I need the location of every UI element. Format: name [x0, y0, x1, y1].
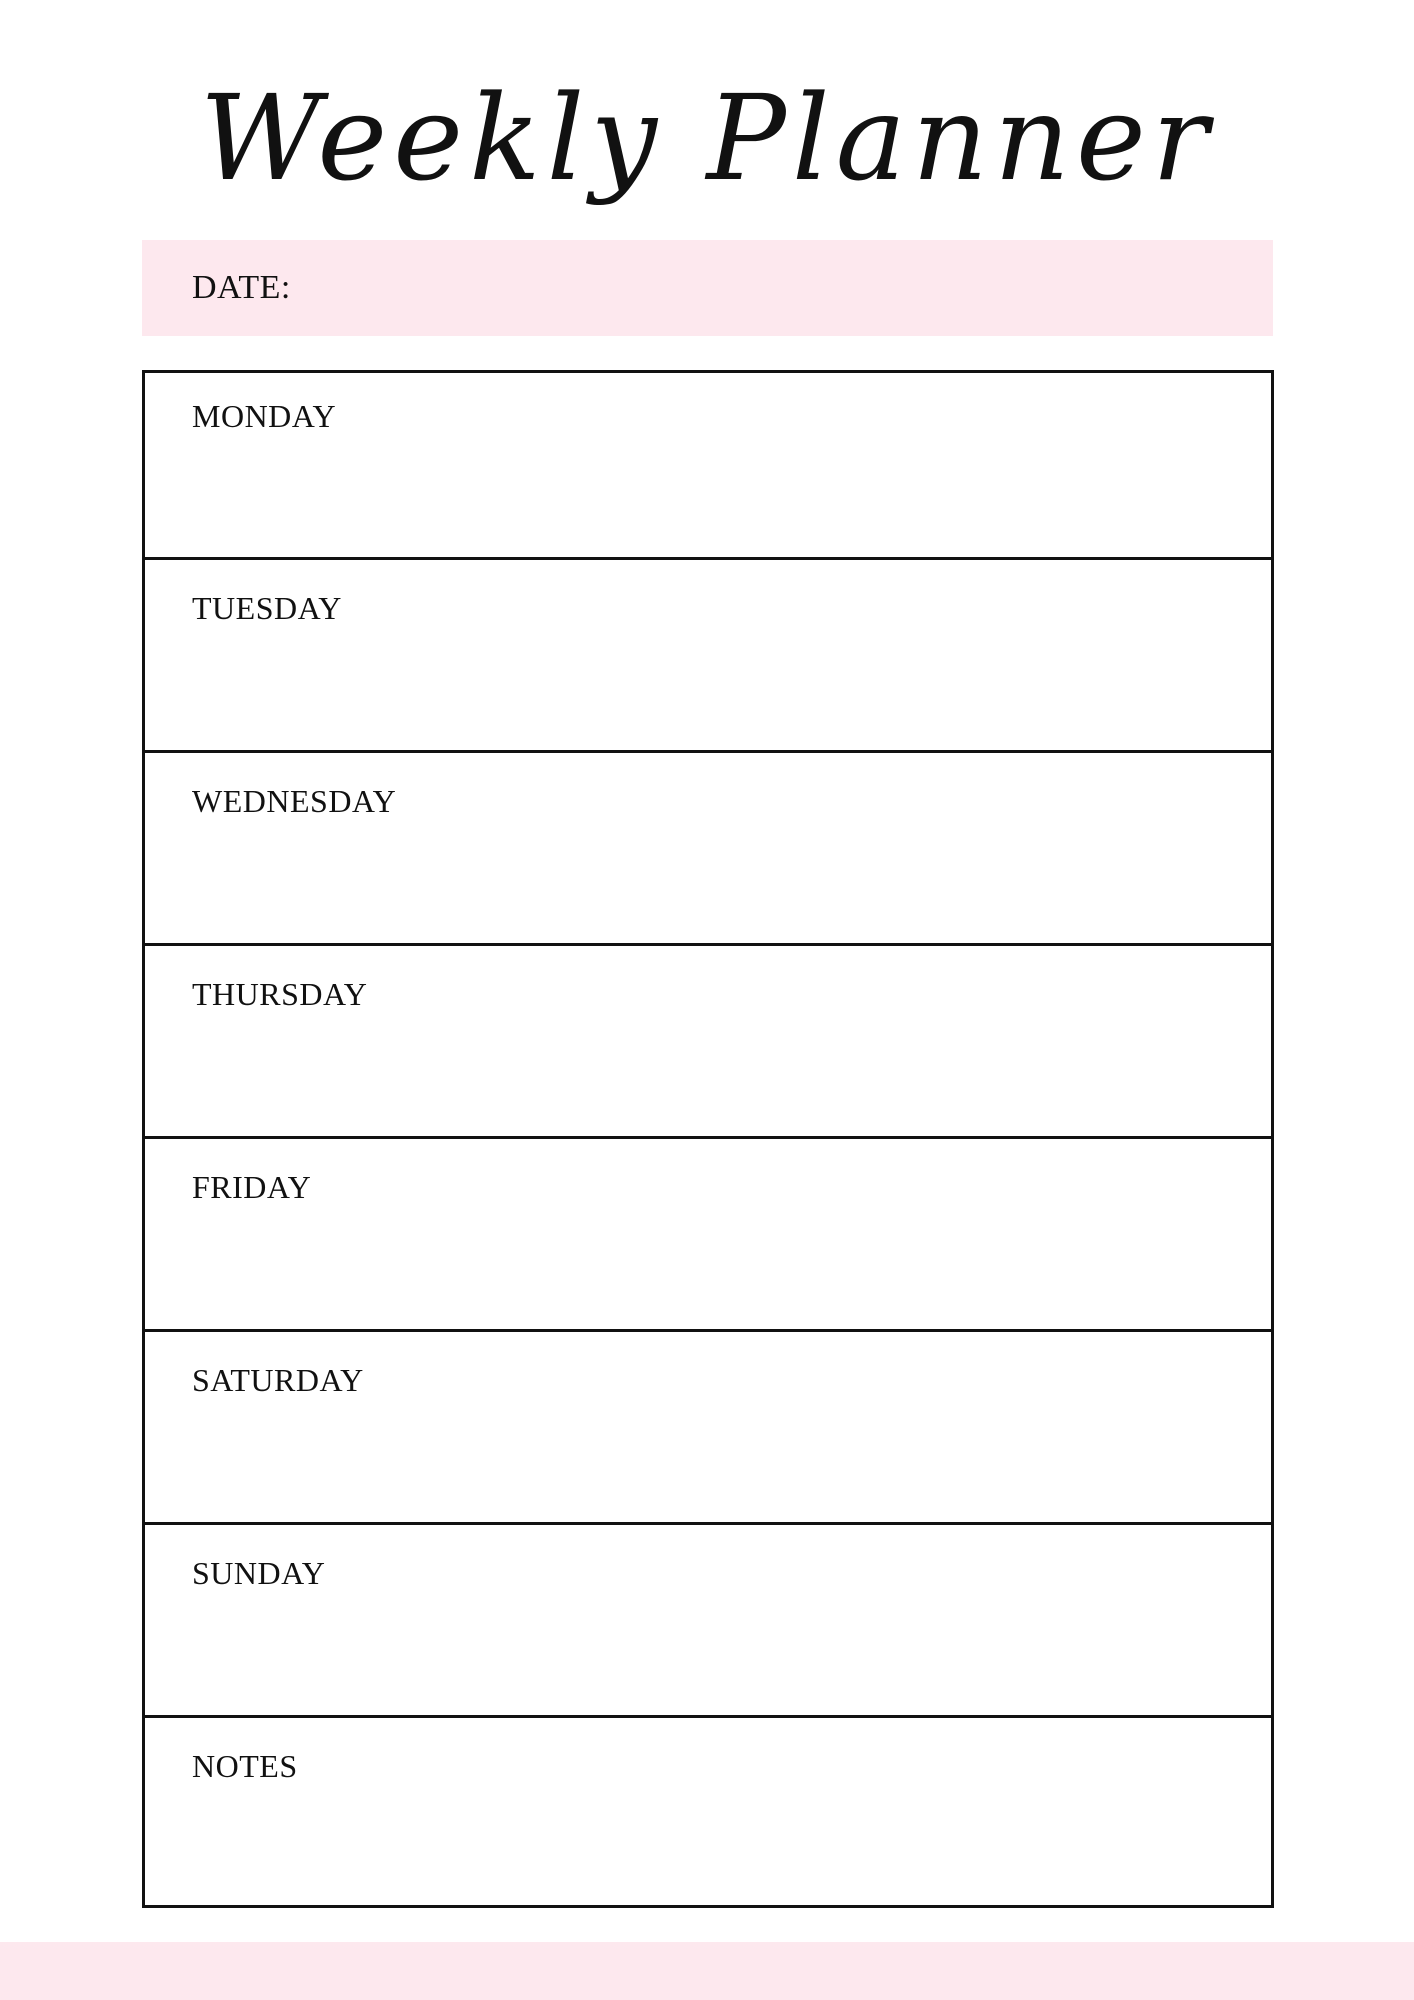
- row-sunday[interactable]: [145, 1522, 1271, 1715]
- row-label-saturday: SATURDAY: [192, 1362, 364, 1398]
- row-tuesday[interactable]: [145, 557, 1271, 750]
- row-label-friday: FRIDAY: [192, 1169, 312, 1205]
- row-label-monday: MONDAY: [192, 398, 337, 434]
- date-label: DATE:: [192, 269, 291, 306]
- planner-grid: [142, 370, 1274, 1908]
- date-field[interactable]: [142, 240, 1273, 336]
- row-notes[interactable]: [145, 1715, 1271, 1905]
- bottom-accent-band: [0, 1942, 1414, 2000]
- row-monday[interactable]: [145, 373, 1271, 560]
- row-label-thursday: THURSDAY: [192, 976, 368, 1012]
- row-thursday[interactable]: [145, 943, 1271, 1136]
- row-label-tuesday: TUESDAY: [192, 590, 342, 626]
- row-saturday[interactable]: [145, 1329, 1271, 1522]
- page-title: Weekly Planner: [199, 69, 1215, 207]
- row-wednesday[interactable]: [145, 750, 1271, 943]
- row-label-wednesday: WEDNESDAY: [192, 783, 397, 819]
- row-label-sunday: SUNDAY: [192, 1555, 326, 1591]
- row-label-notes: NOTES: [192, 1748, 298, 1784]
- row-friday[interactable]: [145, 1136, 1271, 1329]
